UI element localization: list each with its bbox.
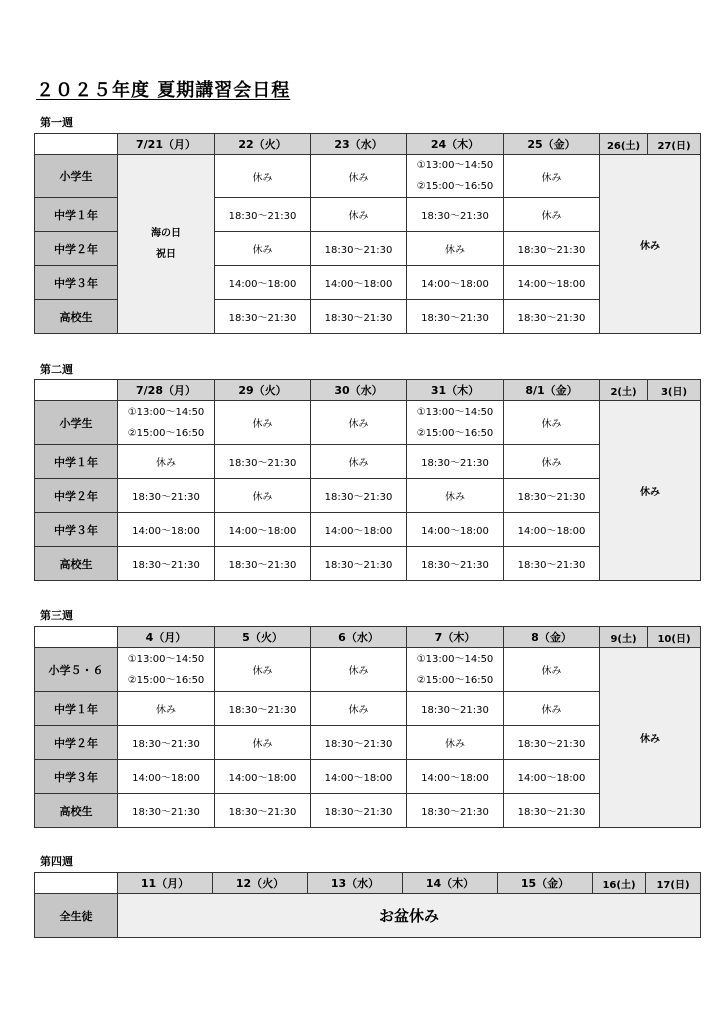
day-header: 10(日) <box>648 627 701 648</box>
schedule-cell: 休み <box>504 445 600 479</box>
schedule-cell: 休み <box>215 479 311 513</box>
day-header: 11（月） <box>118 873 213 894</box>
session-time: ②15:00～16:50 <box>127 427 205 439</box>
table-row <box>35 155 701 198</box>
schedule-cell: 18:30～21:30 <box>311 726 407 760</box>
table-row <box>35 648 701 692</box>
schedule-cell: 18:30～21:30 <box>311 232 407 266</box>
grade-label: 中学３年 <box>35 513 118 547</box>
table-row <box>35 401 701 445</box>
grade-label: 高校生 <box>35 794 118 828</box>
grade-label: 中学２年 <box>35 726 118 760</box>
page-title: ２０２５年度 夏期講習会日程 <box>36 80 291 101</box>
grade-label: 小学生 <box>35 401 118 445</box>
schedule-cell: 休み <box>504 401 600 445</box>
day-header: 30（水） <box>311 380 407 401</box>
obon-holiday-text: お盆休み <box>378 907 439 925</box>
schedule-table <box>34 626 701 828</box>
schedule-cell: 18:30～21:30 <box>407 300 504 334</box>
grade-label: 高校生 <box>35 547 118 581</box>
schedule-cell: 14:00～18:00 <box>504 266 600 300</box>
day-header: 31（木） <box>407 380 504 401</box>
schedule-cell: 休み <box>407 232 504 266</box>
schedule-table <box>34 133 701 334</box>
schedule-cell: 休み <box>504 155 600 198</box>
day-header: 25（金） <box>504 134 600 155</box>
day-header: 15（金） <box>498 873 593 894</box>
schedule-cell: 14:00～18:00 <box>504 760 600 794</box>
day-header: 7/28（月） <box>118 380 215 401</box>
schedule-cell: 14:00～18:00 <box>311 513 407 547</box>
week-label: 第一週 <box>40 116 73 129</box>
session-time: ②15:00～16:50 <box>416 427 494 439</box>
holiday-name: 祝日 <box>156 249 176 260</box>
schedule-cell: 18:30～21:30 <box>407 445 504 479</box>
day-header: 26(土) <box>600 134 648 155</box>
schedule-cell: 14:00～18:00 <box>118 513 215 547</box>
schedule-cell: 14:00～18:00 <box>215 266 311 300</box>
schedule-cell: 14:00～18:00 <box>118 760 215 794</box>
schedule-cell: 14:00～18:00 <box>311 266 407 300</box>
session-time: ①13:00～14:50 <box>416 160 494 171</box>
day-header: 23（水） <box>311 134 407 155</box>
schedule-cell: 14:00～18:00 <box>215 760 311 794</box>
schedule-cell: 休み <box>504 198 600 232</box>
schedule-cell: 14:00～18:00 <box>504 513 600 547</box>
day-header: 2(土) <box>600 380 648 401</box>
week-label: 第二週 <box>40 363 73 376</box>
day-header: 6（水） <box>311 627 407 648</box>
monday-holiday-cell <box>118 155 215 334</box>
schedule-cell: 18:30～21:30 <box>311 300 407 334</box>
schedule-cell: 休み <box>311 692 407 726</box>
header-row <box>35 134 701 155</box>
schedule-cell: 18:30～21:30 <box>215 198 311 232</box>
grade-label: 小学５・６ <box>35 648 118 692</box>
grade-label: 中学２年 <box>35 479 118 513</box>
schedule-cell: 休み <box>311 445 407 479</box>
grade-label: 中学２年 <box>35 232 118 266</box>
day-header: 4（月） <box>118 627 215 648</box>
schedule-cell: 休み <box>311 401 407 445</box>
schedule-cell: 18:30～21:30 <box>504 726 600 760</box>
grade-label: 中学１年 <box>35 198 118 232</box>
day-header: 8（金） <box>504 627 600 648</box>
holiday-name: 海の日 <box>151 228 181 239</box>
day-header: 9(土) <box>600 627 648 648</box>
schedule-cell: 18:30～21:30 <box>118 726 215 760</box>
schedule-cell: 18:30～21:30 <box>118 547 215 581</box>
schedule-cell <box>407 401 504 445</box>
day-header: 7（木） <box>407 627 504 648</box>
week-label: 第三週 <box>40 609 73 622</box>
day-header: 13（水） <box>308 873 403 894</box>
weekend-holiday-cell: 休み <box>600 648 701 828</box>
session-time: ②15:00～16:50 <box>127 674 205 686</box>
schedule-cell: 18:30～21:30 <box>504 300 600 334</box>
table-row <box>35 894 701 938</box>
grade-label: 全生徒 <box>35 894 118 938</box>
schedule-cell: 18:30～21:30 <box>504 232 600 266</box>
schedule-cell: 休み <box>215 155 311 198</box>
header-row <box>35 380 701 401</box>
session-time: ①13:00～14:50 <box>416 406 494 418</box>
schedule-cell <box>407 155 504 198</box>
grade-label: 中学１年 <box>35 445 118 479</box>
schedule-cell: 18:30～21:30 <box>215 300 311 334</box>
corner-cell <box>35 873 118 894</box>
day-header: 3(日) <box>648 380 701 401</box>
schedule-cell: 18:30～21:30 <box>311 794 407 828</box>
day-header: 16(土) <box>593 873 646 894</box>
schedule-cell: 14:00～18:00 <box>215 513 311 547</box>
schedule-cell: 18:30～21:30 <box>215 692 311 726</box>
schedule-cell: 休み <box>407 726 504 760</box>
day-header: 12（火） <box>213 873 308 894</box>
schedule-cell: 休み <box>215 232 311 266</box>
weekend-holiday-cell: 休み <box>600 155 701 334</box>
schedule-cell: 休み <box>118 692 215 726</box>
schedule-table <box>34 872 701 938</box>
day-header: 5（火） <box>215 627 311 648</box>
schedule-cell: 休み <box>311 198 407 232</box>
grade-label: 中学３年 <box>35 760 118 794</box>
week-label: 第四週 <box>40 855 73 868</box>
grade-label: 小学生 <box>35 155 118 198</box>
schedule-cell: 18:30～21:30 <box>311 479 407 513</box>
schedule-cell: 18:30～21:30 <box>504 547 600 581</box>
schedule-cell: 18:30～21:30 <box>504 794 600 828</box>
weekend-holiday-cell: 休み <box>600 401 701 581</box>
corner-cell <box>35 134 118 155</box>
day-header: 29（火） <box>215 380 311 401</box>
schedule-cell: 18:30～21:30 <box>311 547 407 581</box>
schedule-cell: 休み <box>311 648 407 692</box>
session-time: ①13:00～14:50 <box>127 653 205 665</box>
schedule-cell: 18:30～21:30 <box>504 479 600 513</box>
grade-label: 中学３年 <box>35 266 118 300</box>
schedule-cell: 14:00～18:00 <box>407 266 504 300</box>
schedule-table <box>34 379 701 581</box>
schedule-cell: 18:30～21:30 <box>215 445 311 479</box>
grade-label: 中学１年 <box>35 692 118 726</box>
schedule-cell: 14:00～18:00 <box>407 513 504 547</box>
grade-label: 高校生 <box>35 300 118 334</box>
schedule-cell: 休み <box>311 155 407 198</box>
schedule-cell: 18:30～21:30 <box>215 547 311 581</box>
schedule-cell: 18:30～21:30 <box>407 692 504 726</box>
schedule-cell <box>118 648 215 692</box>
schedule-cell: 休み <box>118 445 215 479</box>
header-row <box>35 873 701 894</box>
day-header: 7/21（月） <box>118 134 215 155</box>
header-row <box>35 627 701 648</box>
schedule-cell: 休み <box>215 401 311 445</box>
corner-cell <box>35 627 118 648</box>
schedule-cell: 18:30～21:30 <box>118 794 215 828</box>
obon-holiday-cell <box>118 894 701 938</box>
session-time: ②15:00～16:50 <box>416 181 494 192</box>
day-header: 27(日) <box>648 134 701 155</box>
schedule-cell: 18:30～21:30 <box>118 479 215 513</box>
schedule-cell: 休み <box>504 648 600 692</box>
schedule-cell: 休み <box>407 479 504 513</box>
schedule-cell: 18:30～21:30 <box>407 547 504 581</box>
session-time: ①13:00～14:50 <box>416 653 494 665</box>
day-header: 8/1（金） <box>504 380 600 401</box>
corner-cell <box>35 380 118 401</box>
schedule-cell: 14:00～18:00 <box>407 760 504 794</box>
day-header: 24（木） <box>407 134 504 155</box>
day-header: 14（木） <box>403 873 498 894</box>
schedule-cell <box>407 648 504 692</box>
schedule-cell: 休み <box>215 648 311 692</box>
schedule-cell: 18:30～21:30 <box>407 794 504 828</box>
schedule-cell: 18:30～21:30 <box>407 198 504 232</box>
schedule-cell: 休み <box>215 726 311 760</box>
day-header: 22（火） <box>215 134 311 155</box>
schedule-cell: 休み <box>504 692 600 726</box>
schedule-cell <box>118 401 215 445</box>
session-time: ①13:00～14:50 <box>127 406 205 418</box>
schedule-cell: 18:30～21:30 <box>215 794 311 828</box>
session-time: ②15:00～16:50 <box>416 674 494 686</box>
day-header: 17(日) <box>646 873 701 894</box>
schedule-cell: 14:00～18:00 <box>311 760 407 794</box>
